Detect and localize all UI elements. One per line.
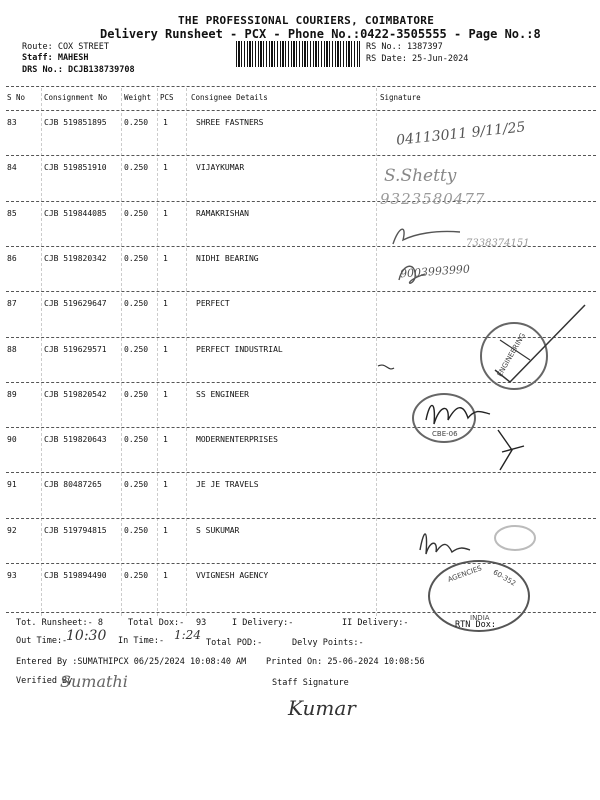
row-weight: 0.250 — [124, 254, 149, 263]
row-consignee: PERFECT — [196, 299, 230, 308]
row-sno: 83 — [7, 118, 17, 127]
row-consignment-no: CJB 519851895 — [44, 118, 107, 127]
rs-number: RS No.: 1387397 — [366, 42, 443, 52]
total-pod: Total POD:- — [206, 638, 263, 648]
row-separator — [6, 201, 596, 202]
rs-date: RS Date: 25-Jun-2024 — [366, 54, 469, 64]
col-sno: S No — [7, 93, 26, 102]
row-consignee: VVIGNESH AGENCY — [196, 571, 269, 580]
row-weight: 0.250 — [124, 163, 149, 172]
signature-88-tick — [490, 300, 590, 390]
row-pcs: 1 — [163, 435, 168, 444]
staff-signature: Kumar — [288, 696, 356, 720]
row-consignment-no: CJB 519794815 — [44, 526, 107, 535]
row-pcs: 1 — [163, 571, 168, 580]
row-consignee: NIDHI BEARING — [196, 254, 259, 263]
signature-85: 7338374151 — [466, 238, 530, 249]
header-top-rule — [6, 86, 596, 87]
in-time: In Time:- — [118, 636, 165, 646]
row-pcs: 1 — [163, 209, 168, 218]
i-delivery: I Delivery:- — [232, 618, 294, 628]
stamp-93-text: AGENCIES — [446, 564, 483, 584]
row-consignee: RAMAKRISHAN — [196, 209, 249, 218]
row-consignee: JE JE TRAVELS — [196, 480, 259, 489]
signature-83: 04113011 9/11/25 — [395, 119, 527, 149]
barcode — [236, 41, 360, 67]
row-pcs: 1 — [163, 390, 168, 399]
row-pcs: 1 — [163, 526, 168, 535]
row-sno: 89 — [7, 390, 17, 399]
in-time-value: 1:24 — [174, 628, 201, 642]
drs-number: DRS No.: DCJB138739708 — [22, 65, 135, 75]
row-sno: 90 — [7, 435, 17, 444]
total-dox-label: Total Dox:- — [128, 618, 185, 628]
rtn-dox: RTN Dox: — [455, 620, 496, 630]
row-consignee: SS ENGINEER — [196, 390, 249, 399]
row-weight: 0.250 — [124, 480, 149, 489]
row-consignee: S SUKUMAR — [196, 526, 240, 535]
row-weight: 0.250 — [124, 345, 149, 354]
row-consignment-no: CJB 80487265 — [44, 480, 102, 489]
company-title: THE PROFESSIONAL COURIERS, COIMBATORE — [178, 14, 435, 27]
row-pcs: 1 — [163, 118, 168, 127]
row-sno: 88 — [7, 345, 17, 354]
row-weight: 0.250 — [124, 390, 149, 399]
row-consignment-no: CJB 519844085 — [44, 209, 107, 218]
row-weight: 0.250 — [124, 118, 149, 127]
route-label: Route: COX STREET — [22, 42, 109, 52]
row-sno: 93 — [7, 571, 17, 580]
staff-label: Staff: MAHESH — [22, 53, 89, 63]
row-consignment-no: CJB 519851910 — [44, 163, 107, 172]
verifier-signature: Sumathi — [60, 672, 128, 691]
stamp-88-text: ENGINEERING — [495, 331, 528, 379]
row-separator — [6, 518, 596, 519]
verified-by: Verified By — [16, 676, 73, 686]
signature-85-scribble — [385, 222, 465, 252]
col-consignment: Consignment No — [44, 93, 108, 102]
runsheet-title: Delivery Runsheet - PCX - Phone No.:0422-3505555 - Page No.:8 — [100, 27, 541, 41]
row-consignment-no: CJB 519629571 — [44, 345, 107, 354]
row-weight: 0.250 — [124, 435, 149, 444]
row-sno: 92 — [7, 526, 17, 535]
row-consignee: SHREE FASTNERS — [196, 118, 264, 127]
out-time-value: 10:30 — [66, 628, 107, 644]
signature-84-phone: 9323580477 — [380, 190, 486, 208]
row-weight: 0.250 — [124, 299, 149, 308]
row-consignment-no: CJB 519629647 — [44, 299, 107, 308]
printed-on: Printed On: 25-06-2024 10:08:56 — [266, 657, 425, 667]
row-consignment-no: CJB 519820342 — [44, 254, 107, 263]
row-pcs: 1 — [163, 299, 168, 308]
row-pcs: 1 — [163, 345, 168, 354]
entered-by: Entered By :SUMATHIPCX 06/25/2024 10:08:40 AM — [16, 657, 247, 667]
col-weight: Weight — [124, 93, 152, 102]
row-pcs: 1 — [163, 254, 168, 263]
signature-86: 9003993990 — [399, 262, 471, 281]
row-pcs: 1 — [163, 163, 168, 172]
row-sno: 85 — [7, 209, 17, 218]
row-separator — [6, 291, 596, 292]
signature-89 — [420, 390, 530, 480]
row-consignee: VIJAYKUMAR — [196, 163, 245, 172]
signature-88-mark — [372, 360, 402, 380]
footer-rule — [6, 612, 596, 613]
row-weight: 0.250 — [124, 209, 149, 218]
row-pcs: 1 — [163, 480, 168, 489]
row-consignment-no: CJB 519894490 — [44, 571, 107, 580]
row-consignee: PERFECT INDUSTRIAL — [196, 345, 283, 354]
col-pcs: PCS — [160, 93, 174, 102]
row-sno: 87 — [7, 299, 17, 308]
stamp-93-code: 60-352 — [491, 568, 518, 588]
ii-delivery: II Delivery:- — [342, 618, 409, 628]
total-dox-value: 93 — [196, 618, 207, 628]
row-weight: 0.250 — [124, 571, 149, 580]
row-sno: 91 — [7, 480, 17, 489]
row-sno: 86 — [7, 254, 17, 263]
row-consignee: MODERNENTERPRISES — [196, 435, 278, 444]
stamp-93-country: INDIA — [470, 614, 490, 622]
row-consignment-no: CJB 519820643 — [44, 435, 107, 444]
row-consignment-no: CJB 519820542 — [44, 390, 107, 399]
col-consignee: Consignee Details — [191, 93, 268, 102]
col-signature: Signature — [380, 93, 421, 102]
tot-runsheet: Tot. Runsheet:- 8 — [16, 618, 103, 628]
row-sno: 84 — [7, 163, 17, 172]
stamp-90-text: CBE-06 — [432, 430, 458, 438]
row-separator — [6, 155, 596, 156]
delvy-points: Delvy Points:- — [292, 638, 364, 648]
out-time: Out Time:- — [16, 636, 68, 646]
signature-84-name: S.Shetty — [384, 166, 457, 186]
signature-86-scribble — [395, 260, 435, 290]
row-separator — [6, 110, 596, 111]
row-weight: 0.250 — [124, 526, 149, 535]
staff-signature-label: Staff Signature — [272, 678, 349, 688]
